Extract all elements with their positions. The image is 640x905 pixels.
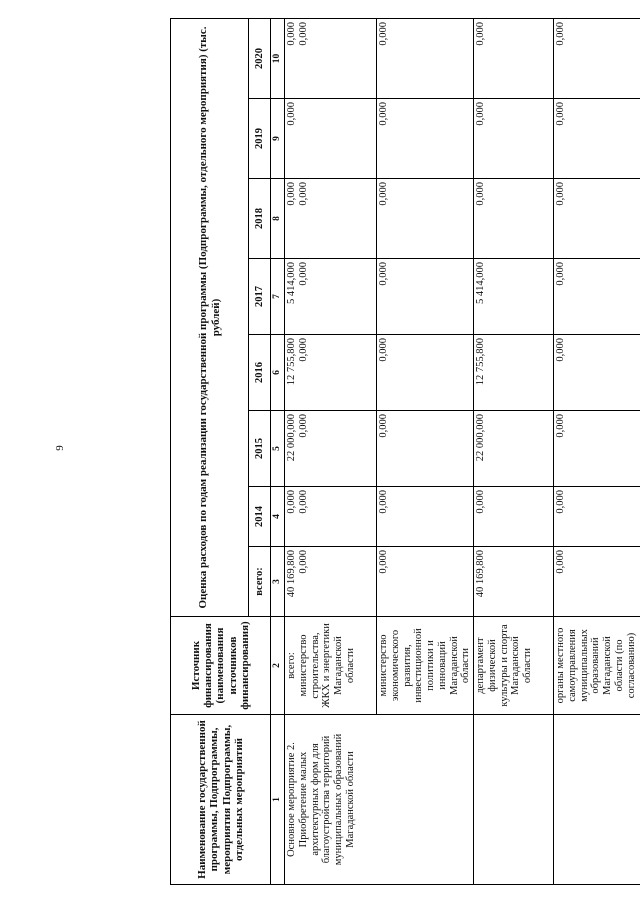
year-cell: 5 414,000 [474,259,554,335]
year-cell: 0,000 [377,335,474,411]
value: 0,000 [297,414,309,438]
header-name: Наименование государственной программы, Подпрограммы, мероприятия Подпрограммы, отдельных мероприятий [171,715,271,885]
col-number: 6 [271,335,285,411]
header-year: 2018 [249,179,271,259]
header-row-main [171,18,249,884]
col-number: 8 [271,179,285,259]
value: 0,000 [297,490,309,514]
header-total: всего: [249,547,271,617]
year-cell: 22 000,000 [474,411,554,487]
year-cell: 0,000 [554,99,640,179]
year-cell [285,99,377,179]
source-local-government: органы местного самоуправления муниципальных образований Магаданской области (по согласованию) [554,617,640,715]
rotated-table-container [170,19,640,885]
year-cell [285,18,377,98]
year-cell [285,259,377,335]
table-row [554,18,640,884]
header-row-col-numbers [271,18,285,884]
year-cell: 0,000 [377,179,474,259]
col-number: 4 [271,487,285,547]
header-source: Источник финансирования (наименования источников финансирования) [171,617,271,715]
year-cell: 0,000 [474,18,554,98]
col-number: 1 [271,715,285,885]
value: 0,000 [297,550,309,574]
total-cell: 40 169,800 [474,547,554,617]
year-cell [285,411,377,487]
measure-name: Основное мероприятие 2. Приобретение малых архитектурных форм для благоустройства территорий муниципальных образований Магаданской области [285,715,474,885]
budget-table [170,18,640,885]
total-cell: 0,000 [554,547,640,617]
header-estimate: Оценка расходов по годам реализации государственной программы (Подпрограммы, отдельного мероприятия) (тыс. рублей) [171,18,249,616]
table-row-main [285,18,377,884]
year-cell: 0,000 [554,411,640,487]
header-year: 2016 [249,335,271,411]
value: 0,000 [297,262,309,286]
year-cell: 0,000 [554,259,640,335]
col-number: 10 [271,18,285,98]
total-cell: 0,000 [377,547,474,617]
header-year: 2019 [249,99,271,179]
value: 0,000 [297,21,309,46]
value: 0,000 [297,338,309,362]
year-cell: 0,000 [377,18,474,98]
value: 0,000 [286,21,297,46]
year-cell: 0,000 [474,99,554,179]
year-cell: 0,000 [554,335,640,411]
source-ministry-construction: министерство строительства, ЖКХ и энергетики Магаданской области [297,623,356,708]
year-cell [285,487,377,547]
year-cell [285,179,377,259]
col-number: 3 [271,547,285,617]
source-ministry-economy: министерство экономического развития, инвестиционной политики и инноваций Магаданской области [377,617,474,715]
value: 12 755,800 [286,338,297,386]
col-number: 2 [271,617,285,715]
page-number: 9 [54,445,66,451]
total-cell [285,547,377,617]
value: 0,000 [286,182,297,206]
empty-name-cell [474,715,554,885]
value: 40 169,800 [286,550,297,598]
source-department-sport: департамент физической культуры и спорта Магаданской области [474,617,554,715]
year-cell: 0,000 [554,487,640,547]
table-row [474,18,554,884]
value: 22 000,000 [286,414,297,462]
header-year: 2015 [249,411,271,487]
year-cell: 0,000 [474,487,554,547]
value: 0,000 [286,102,297,126]
year-cell: 0,000 [474,179,554,259]
col-number: 7 [271,259,285,335]
header-year: 2020 [249,18,271,98]
year-cell: 12 755,800 [474,335,554,411]
year-cell: 0,000 [377,259,474,335]
header-year: 2017 [249,259,271,335]
source-total: всего: [286,652,297,679]
year-cell: 0,000 [377,99,474,179]
col-number: 9 [271,99,285,179]
year-cell: 0,000 [554,18,640,98]
year-cell: 0,000 [377,487,474,547]
empty-name-cell [554,715,640,885]
header-year: 2014 [249,487,271,547]
source-cell [285,617,377,715]
value: 0,000 [286,490,297,514]
col-number: 5 [271,411,285,487]
value: 5 414,000 [286,262,297,304]
value: 0,000 [297,182,309,206]
year-cell [285,335,377,411]
year-cell: 0,000 [377,411,474,487]
year-cell: 0,000 [554,179,640,259]
